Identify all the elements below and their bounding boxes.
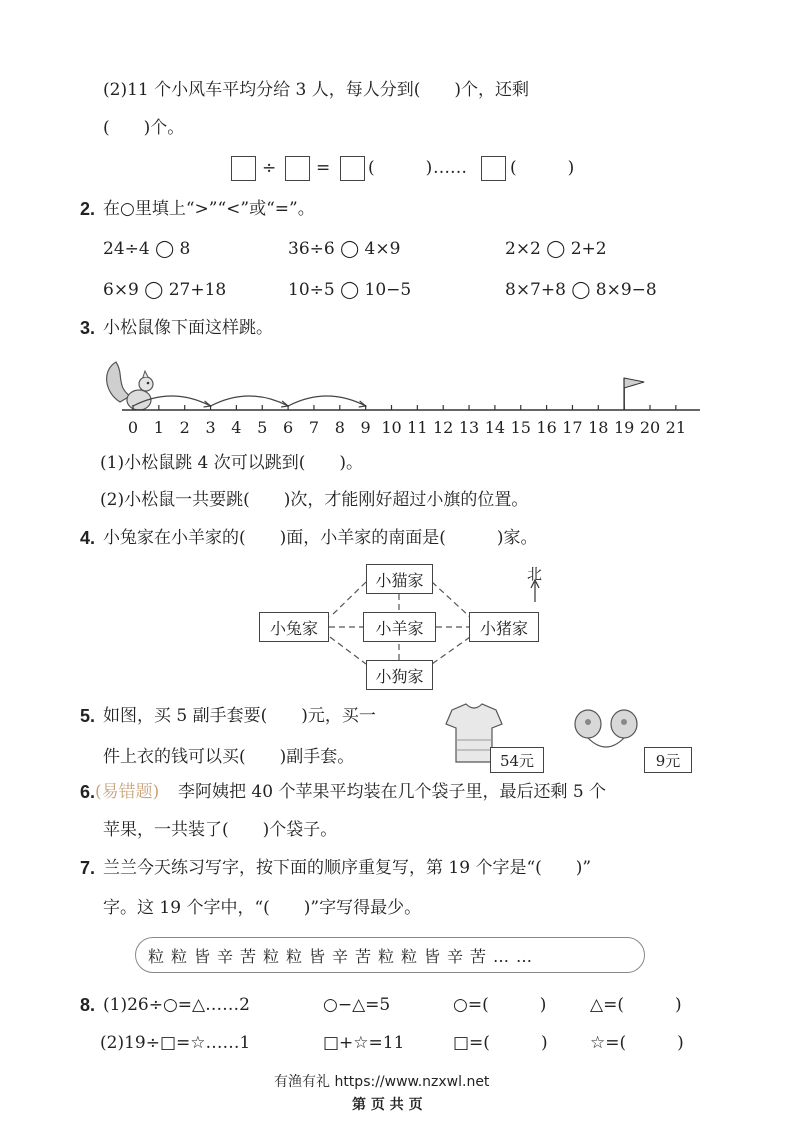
- north-label: 北: [527, 565, 543, 583]
- compare-item: 6×9 ◯ 27+18: [103, 280, 227, 300]
- q4-text: 小兔家在小羊家的( )面，小羊家的南面是( )家。: [103, 528, 538, 548]
- tick-label: 19: [613, 418, 635, 437]
- tick-label: 18: [588, 418, 609, 437]
- q4-number: 4.: [80, 528, 96, 548]
- tick-label: 11: [407, 418, 428, 437]
- answer-box[interactable]: [231, 156, 256, 181]
- remainder-dots: ……: [433, 158, 467, 178]
- squirrel-icon: [107, 362, 153, 410]
- compare-item: 10÷5 ◯ 10−5: [288, 280, 412, 300]
- q1-2-line1: (2)11 个小风车平均分给 3 人，每人分到( )个，还剩: [103, 80, 530, 100]
- tick-label: 20: [639, 418, 661, 437]
- answer-box[interactable]: [340, 156, 365, 181]
- answer-box[interactable]: [481, 156, 506, 181]
- tick-label: 21: [665, 418, 687, 437]
- tick-label: 8: [334, 418, 345, 437]
- watermark: 有渔有礼 https://www.nzxwl.net: [274, 1074, 490, 1090]
- q8-r1-ans1: ○=( ): [453, 995, 547, 1015]
- gloves-icon: [575, 710, 637, 747]
- tick-label: 9: [360, 418, 371, 437]
- tick-label: 5: [257, 418, 268, 437]
- tick-label: 2: [179, 418, 190, 437]
- q3-text: 小松鼠像下面这样跳。: [103, 318, 273, 338]
- compare-item: 36÷6 ◯ 4×9: [288, 239, 401, 259]
- q5-number: 5.: [80, 706, 96, 726]
- q8-r2-ans1: □=( ): [453, 1033, 548, 1053]
- tick-label: 16: [536, 418, 557, 437]
- house-cat: 小猫家: [366, 564, 433, 594]
- price-tag-shirt: 54元: [490, 747, 544, 773]
- answer-box[interactable]: [285, 156, 310, 181]
- tick-label: 0: [127, 418, 139, 437]
- flag-icon: [624, 378, 644, 410]
- q1-2-line2: ( )个。: [103, 118, 185, 138]
- q8-r2-eq2: □+☆=11: [323, 1033, 405, 1053]
- compare-item: 2×2 ◯ 2+2: [505, 239, 607, 259]
- q7-number: 7.: [80, 858, 96, 878]
- character-sequence: 粒粒皆辛苦粒粒皆辛苦粒粒皆辛苦……: [135, 937, 645, 973]
- q3-sub1: (1)小松鼠跳 4 次可以跳到( )。: [100, 453, 363, 473]
- q8-number: 8.: [80, 995, 96, 1015]
- tick-label: 3: [205, 418, 216, 437]
- house-dog: 小狗家: [366, 660, 433, 690]
- q5-line1: 如图，买 5 副手套要( )元，买一: [103, 706, 376, 726]
- q8-r1-ans2: △=( ): [590, 995, 682, 1015]
- equal-sign: =: [316, 158, 331, 178]
- page-footer: 第 页 共 页: [352, 1097, 423, 1113]
- compare-item: 24÷4 ◯ 8: [103, 239, 191, 259]
- house-rabbit: 小兔家: [259, 612, 329, 642]
- q7-line2: 字。这 19 个字中，“( )”字写得最少。: [103, 898, 422, 918]
- house-pig: 小猪家: [469, 612, 539, 642]
- q5-line2: 件上衣的钱可以买( )副手套。: [103, 747, 355, 767]
- hop-arc: [288, 396, 366, 406]
- tick-label: 14: [484, 418, 506, 437]
- q8-r2-eq1: (2)19÷□=☆……1: [100, 1033, 251, 1053]
- q6-line1: 李阿姨把 40 个苹果平均装在几个袋子里，最后还剩 5 个: [178, 782, 607, 802]
- q8-r1-eq1: (1)26÷○=△……2: [103, 995, 250, 1015]
- q6-line2: 苹果，一共装了( )个袋子。: [103, 820, 338, 840]
- price-tag-gloves: 9元: [644, 747, 692, 773]
- q8-r2-ans2: ☆=( ): [590, 1033, 684, 1053]
- tick-label: 10: [381, 418, 402, 437]
- tick-label: 6: [283, 418, 294, 437]
- tick-label: 7: [308, 418, 320, 437]
- tick-label: 17: [562, 418, 583, 437]
- q8-r1-eq2: ○−△=5: [323, 995, 391, 1015]
- tick-label: 15: [510, 418, 531, 437]
- q2-number: 2.: [80, 199, 96, 219]
- q2-text: 在○里填上“>”“<”或“=”。: [103, 199, 315, 219]
- tick-label: 1: [153, 418, 164, 437]
- answer-paren: ( ): [510, 158, 575, 178]
- answer-paren: ( ): [368, 158, 433, 178]
- q7-line1: 兰兰今天练习写字，按下面的顺序重复写，第 19 个字是“( )”: [103, 858, 592, 878]
- tick-label: 12: [433, 418, 454, 437]
- error-prone-tag: (易错题): [95, 782, 160, 802]
- compare-item: 8×7+8 ◯ 8×9−8: [505, 280, 657, 300]
- tick-label: 13: [458, 418, 480, 437]
- house-sheep: 小羊家: [363, 612, 436, 642]
- q6-number: 6.: [80, 782, 96, 802]
- divide-sign: ÷: [262, 158, 277, 178]
- hop-arc: [211, 396, 289, 406]
- tick-label: 4: [231, 418, 242, 437]
- q3-sub2: (2)小松鼠一共要跳( )次，才能刚好超过小旗的位置。: [100, 490, 529, 510]
- q3-number: 3.: [80, 318, 96, 338]
